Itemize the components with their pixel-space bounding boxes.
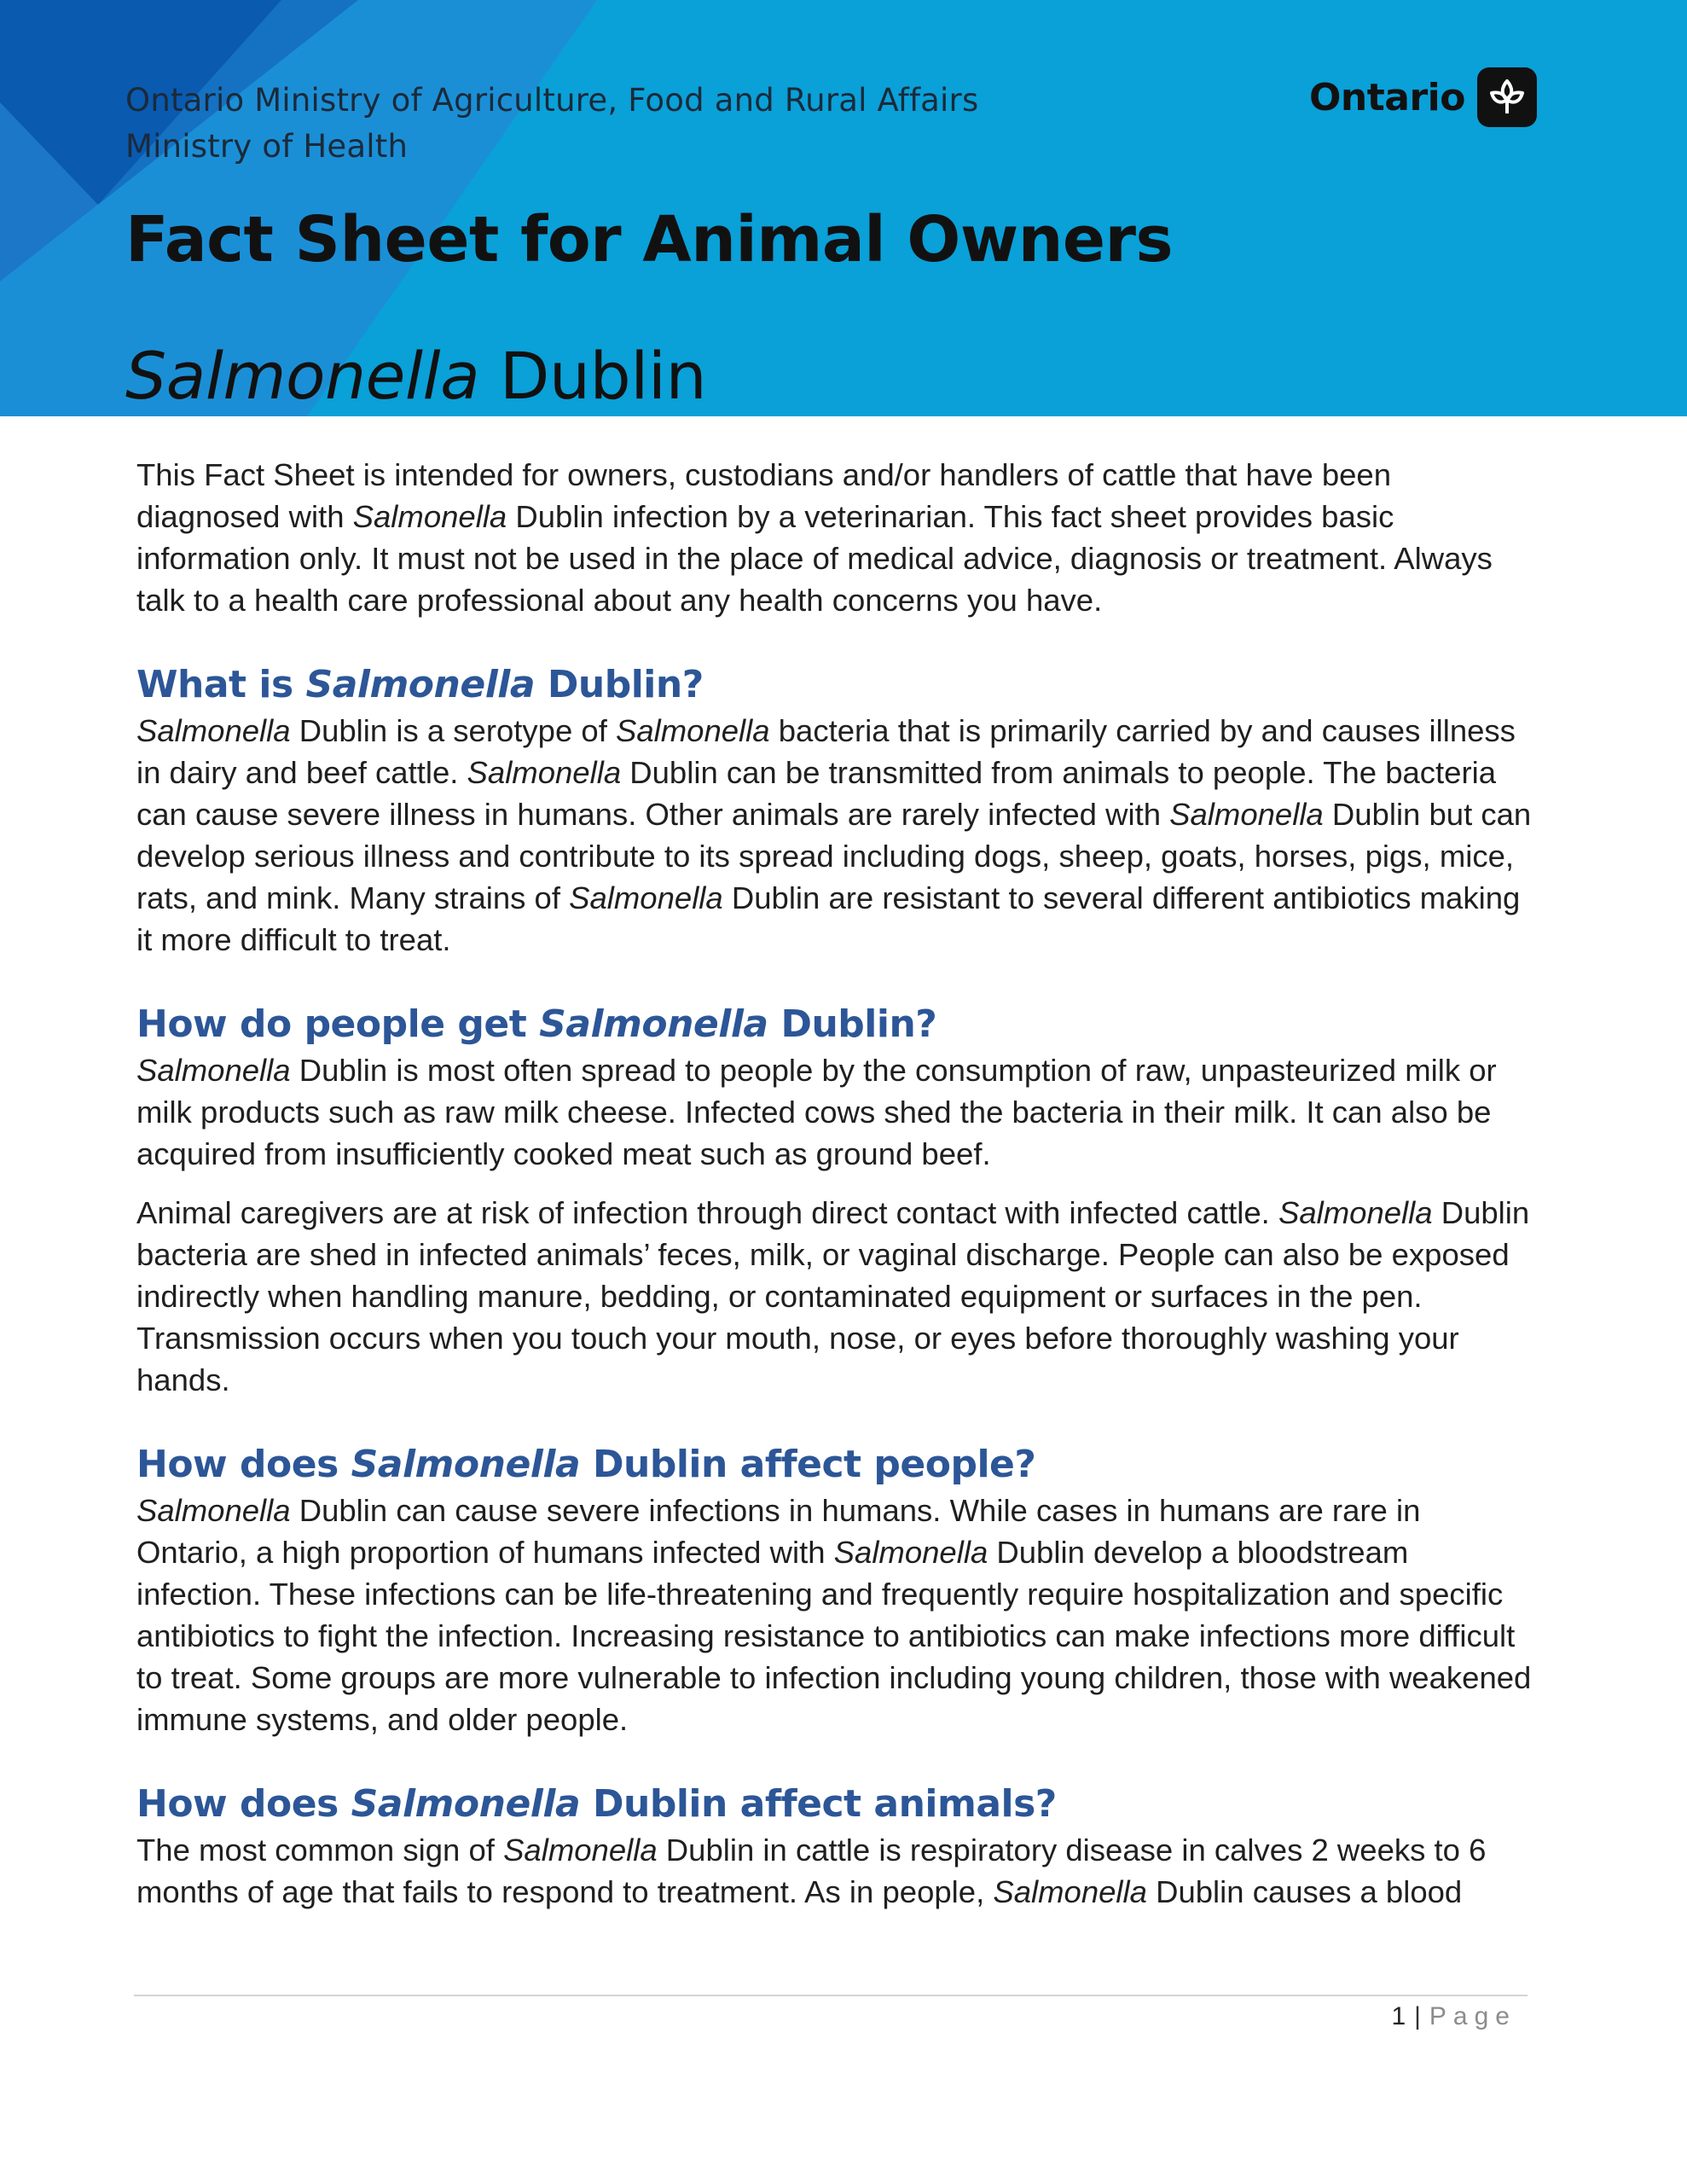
header-banner <box>0 0 1687 416</box>
paragraph-what-is: Salmonella Dublin is a serotype of Salmonella bacteria that is primarily carried by and causes illness in dairy and beef cattle. Salmonella Dublin can be transmitted from animals to people. The bacteria can cause severe illness in humans. Other animals are rarely infected with Salmonella Dublin but can develop serious illness and contribute to its spread including dogs, sheep, goats, horses, pigs, mice, rats, and mink. Many strains of Salmonella Dublin are resistant to several different antibiotics making it more difficult to treat. <box>136 713 1532 957</box>
footer-divider <box>134 1995 1528 1996</box>
subtitle-serotype: Dublin <box>479 338 707 414</box>
paragraph-affect-animals: The most common sign of Salmonella Dublin in cattle is respiratory disease in calves 2 weeks to 6 months of age that fails to respond to treatment. As in people, Salmonella Dublin causes a blood <box>136 1833 1487 1909</box>
trillium-icon <box>1477 67 1537 127</box>
intro-paragraph: This Fact Sheet is intended for owners, custodians and/or handlers of cattle that have been diagnosed with Salmonella Dublin infection by a veterinarian. This fact sheet provides basic information only. It must not be used in the place of medical advice, diagnosis or treatment. Always talk to a health care professional about any health concerns you have. <box>136 457 1493 618</box>
ontario-logo <box>1309 67 1537 128</box>
logo-wordmark: Ontario <box>1309 75 1465 119</box>
main-content <box>136 454 1535 1913</box>
paragraph-how-people-get-2: Animal caregivers are at risk of infection through direct contact with infected cattle. Salmonella Dublin bacteria are shed in infected animals’ feces, milk, or vaginal discharge. People can also be exposed indirectly when handling manure, bedding, or contaminated equipment or surfaces in the pen. Transmission occurs when you touch your mouth, nose, or eyes before thoroughly washing your hands. <box>136 1195 1530 1397</box>
page-subtitle <box>125 338 706 414</box>
subtitle-genus: Salmonella <box>125 338 480 414</box>
page-label: Page <box>1429 2002 1516 2030</box>
heading-how-people-get: How do people get Salmonella Dublin? <box>136 1002 937 1046</box>
footer-separator: | <box>1414 2002 1421 2030</box>
ministry-name-agriculture: Ontario Ministry of Agriculture, Food and Rural Affairs <box>125 82 979 119</box>
heading-affect-people: How does Salmonella Dublin affect people? <box>136 1443 1036 1486</box>
page-title: Fact Sheet for Animal Owners <box>125 203 1174 276</box>
heading-what-is: What is Salmonella Dublin? <box>136 663 704 706</box>
page-footer <box>1391 2002 1516 2031</box>
ministry-name-health: Ministry of Health <box>125 128 409 165</box>
paragraph-how-people-get-1: Salmonella Dublin is most often spread to people by the consumption of raw, unpasteurized milk or milk products such as raw milk cheese. Infected cows shed the bacteria in their milk. It can also be acquired from insufficiently cooked meat such as ground beef. <box>136 1053 1497 1171</box>
paragraph-affect-people: Salmonella Dublin can cause severe infections in humans. While cases in humans are rare in Ontario, a high proportion of humans infected with Salmonella Dublin develop a bloodstream infection. These infections can be life-threatening and frequently require hospitalization and specific antibiotics to fight the infection. Increasing resistance to antibiotics can make infections more difficult to treat. Some groups are more vulnerable to infection including young children, those with weakened immune systems, and older people. <box>136 1493 1532 1737</box>
page-number: 1 <box>1391 2002 1406 2030</box>
heading-affect-animals: How does Salmonella Dublin affect animals? <box>136 1782 1057 1826</box>
